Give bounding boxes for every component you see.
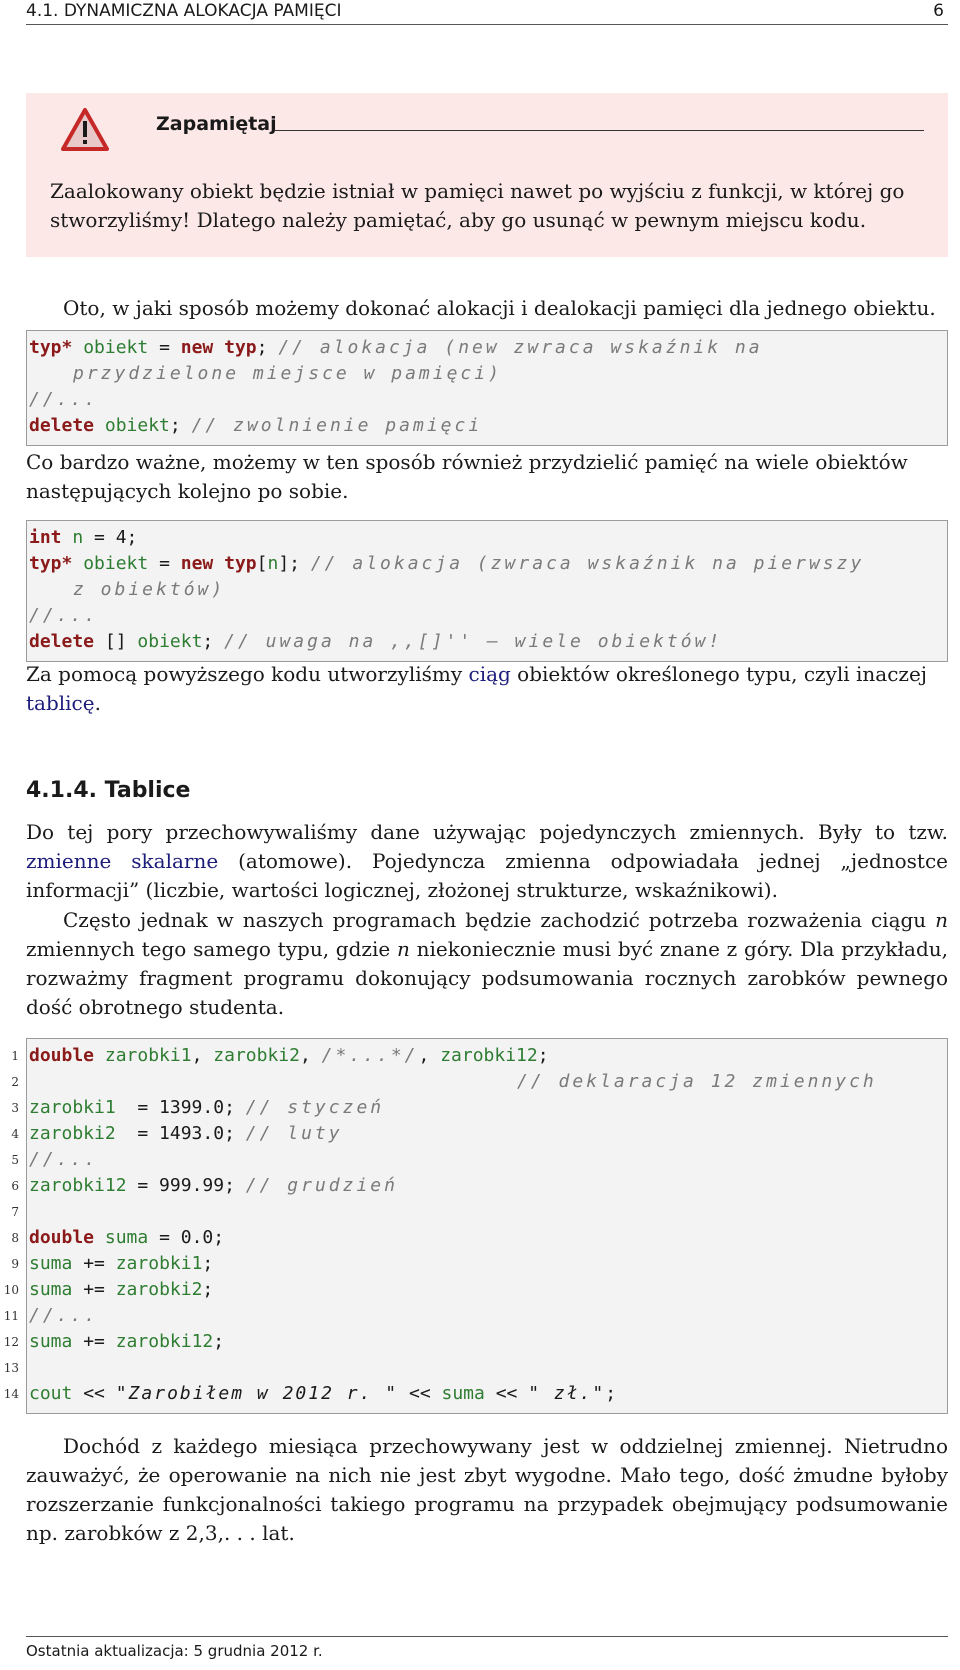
paragraph-conclusion: Dochód z każdego miesiąca przechowywany jest w oddzielnej zmiennej. Nietrudno zauważyć, że operowanie na nich nie jest zbyt wygodne. Mało tego, dość żmudne byłoby rozszerzanie funkcjonalności takiego programu na przypadek obejmujący podsumowanie np. zarobków z 2,3,. . . lat. [26,1434,948,1545]
remember-rule [274,130,924,131]
code-line: delete obiekt; // zwolnienie pamięci [29,415,483,436]
code-line: 2 // deklaracja 12 zmiennych [11,1071,877,1092]
code-line: 10 suma += zarobki2; [3,1279,214,1300]
code-line: 9 suma += zarobki1; [11,1253,214,1274]
paragraph-scalars: Do tej pory przechowywaliśmy dane używając pojedynczych zmiennych. Były to tzw. zmienne skalarne (atomowe). Pojedyncza zmienna odpowiadała jednej „jednostce informacji” (liczbie, wartości logicznej, złożonej strukturze, wskaźnikowi). [26,820,949,902]
code-line: z obiektów) [73,579,226,600]
remember-text: Zaalokowany obiekt będzie istniał w pamięci nawet po wyjściu z funkcji, w której go stworzyliśmy! Dlatego należy pamiętać, aby go usunąć w pewnym miejscu kodu. [50,179,905,232]
link-zmienne-skalarne[interactable]: zmienne skalarne [26,849,219,873]
code-line: 4 zarobki2 = 1493.0; // luty [11,1123,343,1144]
code-line: 6 zarobki12 = 999.99; // grudzień [11,1175,398,1196]
code-line: delete [] obiekt; // uwaga na ,,[]'' — wiele obiektów! [29,631,723,652]
footer-rule [26,1636,948,1637]
code-line: int n = 4; [29,527,138,548]
code-line: 7 [11,1205,19,1219]
code-block-single [26,330,948,446]
paragraph-array-alloc: Co bardzo ważne, możemy w ten sposób również przydzielić pamięć na wiele obiektów następujących kolejno po sobie. [26,450,908,503]
running-title: 4.1. DYNAMICZNA ALOKACJA PAMIĘCI [26,1,342,21]
code-line: 13 [3,1361,19,1375]
code-line: typ* obiekt = new typ; // alokacja (new zwraca wskaźnik na [29,337,763,358]
code-line: 1 double zarobki1, zarobki2, /*...*/, zarobki12; [11,1045,549,1066]
code-line: 5 //... [11,1149,99,1170]
code-line: 3 zarobki1 = 1399.0; // styczeń [11,1097,385,1118]
code-line: //... [29,389,99,410]
paragraph-sequence: Często jednak w naszych programach będzie zachodzić potrzeba rozważenia ciągu n zmiennych tego samego typu, gdzie n niekoniecznie musi być znane z góry. Dla przykładu, rozważmy fragment programu dokonujący podsumowania rocznych zarobków pewnego dość obrotnego studenta. [26,908,949,1019]
remember-title: Zapamiętaj [156,113,277,135]
link-ciag[interactable]: ciąg [468,662,511,686]
remember-box [26,93,948,257]
section-heading: 4.1.4. Tablice [26,778,191,803]
code-line: 11 //... [3,1305,99,1326]
paragraph-intro: Oto, w jaki sposób możemy dokonać alokacji i dealokacji pamięci dla jednego obiektu. [63,296,936,320]
link-tablice[interactable]: tablicę [26,691,95,715]
page-header [26,0,948,25]
code-block-earnings [3,1038,948,1414]
code-line: przydzielone miejsce w pamięci) [73,363,502,384]
code-line: typ* obiekt = new typ[n]; // alokacja (zwraca wskaźnik na pierwszy [29,553,865,574]
code-line: 12 suma += zarobki12; [3,1331,225,1352]
code-block-array [26,520,948,662]
code-line: //... [29,605,99,626]
footer-last-update: Ostatnia aktualizacja: 5 grudnia 2012 r. [26,1642,323,1660]
code-line: 8 double suma = 0.0; [11,1227,225,1248]
page-number: 6 [933,1,944,21]
code-line: 14 cout << "Zarobiłem w 2012 r. " << suma << " zł."; [3,1383,617,1404]
paragraph-array-intro: Za pomocą powyższego kodu utworzyliśmy ciąg obiektów określonego typu, czyli inaczej tablicę. [26,662,928,715]
warning-icon [60,107,110,153]
